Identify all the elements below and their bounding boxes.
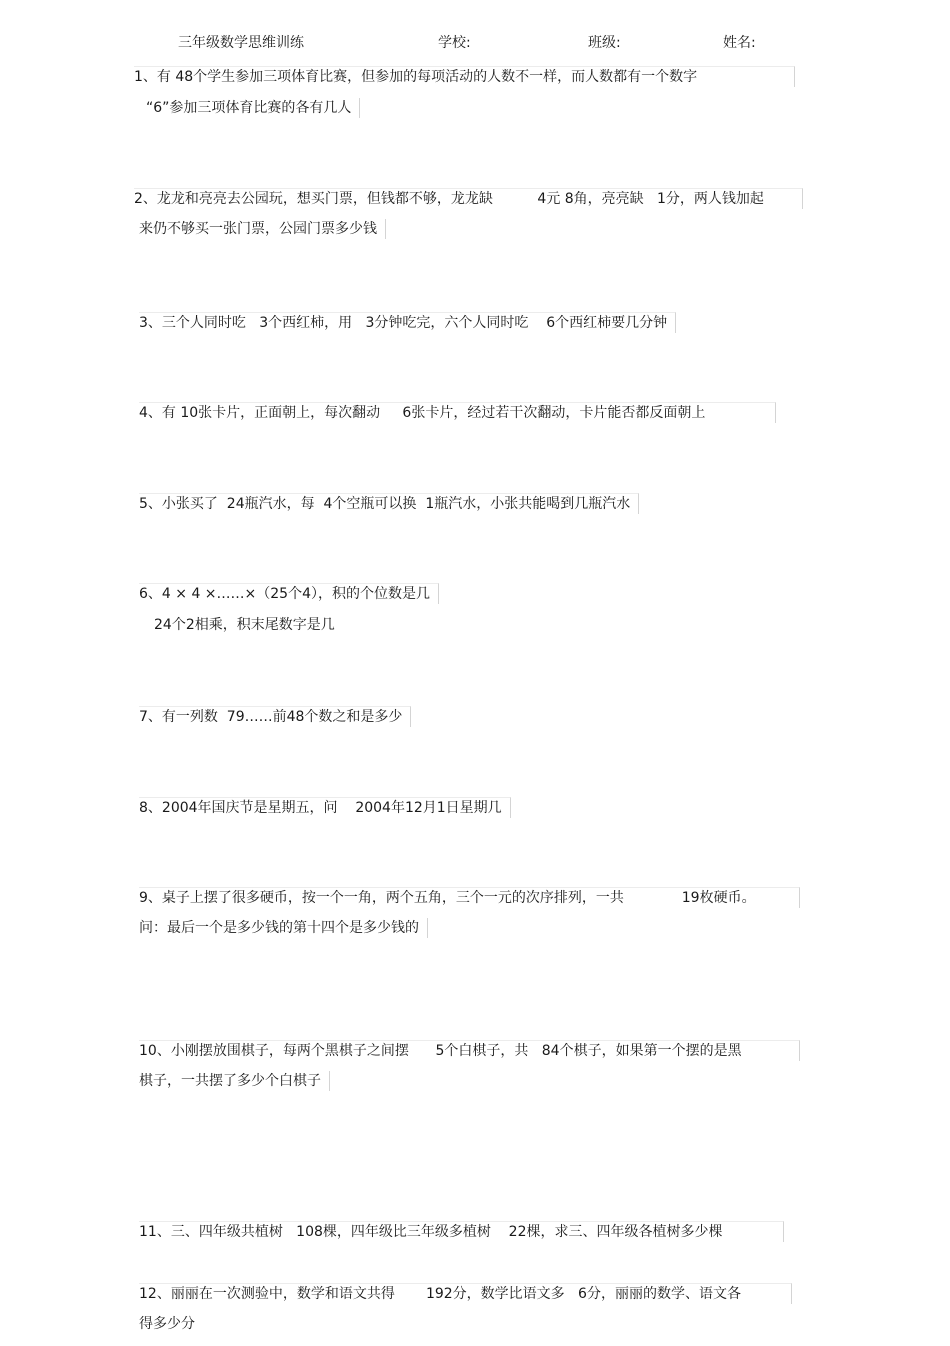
question-9-line-2: 问：最后一个是多少钱的第十四个是多少钱的 [139,918,428,938]
question-5-line-1: 5、小张买了 24瓶汽水，每 4个空瓶可以换 1瓶汽水，小张共能喝到几瓶汽水 [139,493,639,514]
question-12-line-1: 12、丽丽在一次测验中，数学和语文共得 192分，数学比语文多 6分，丽丽的数学、语文各 [139,1283,792,1304]
question-6-line-1: 6、4 × 4 ×……×（25个4），积的个位数是几 [139,583,439,604]
question-12-line-2: 得多少分 [139,1316,195,1332]
question-7-line-1: 7、有一列数 79……前48个数之和是多少 [139,706,411,727]
school-label: 学校: [438,35,471,51]
question-10-line-2: 棋子，一共摆了多少个白棋子 [139,1071,330,1091]
name-label: 姓名: [723,35,756,51]
question-10-line-1: 10、小刚摆放围棋子，每两个黑棋子之间摆 5个白棋子，共 84个棋子，如果第一个摆的是黑 [139,1040,800,1061]
question-4-line-1: 4、有 10张卡片，正面朝上，每次翻动 6张卡片，经过若干次翻动，卡片能否都反面朝上 [139,402,776,423]
worksheet-title: 三年级数学思维训练 [178,35,304,51]
question-2-line-1: 2、龙龙和亮亮去公园玩，想买门票，但钱都不够，龙龙缺 4元 8角，亮亮缺 1分，两人钱加起 [134,188,803,209]
question-6-line-2: 24个2相乘，积末尾数字是几 [154,617,335,633]
question-2-line-2: 来仍不够买一张门票，公园门票多少钱 [139,219,386,239]
question-1-line-1: 1、有 48个学生参加三项体育比赛，但参加的每项活动的人数不一样，而人数都有一个数字 [134,66,795,87]
question-1-line-2: “6”参加三项体育比赛的各有几人 [146,98,360,118]
question-8-line-1: 8、2004年国庆节是星期五，问 2004年12月1日星期几 [139,797,511,818]
question-3-line-1: 3、三个人同时吃 3个西红柿，用 3分钟吃完，六个人同时吃 6个西红柿要几分钟 [139,312,676,333]
class-label: 班级: [588,35,621,51]
question-11-line-1: 11、三、四年级共植树 108棵，四年级比三年级多植树 22棵，求三、四年级各植树多少棵 [139,1221,784,1242]
question-9-line-1: 9、桌子上摆了很多硬币，按一个一角，两个五角，三个一元的次序排列，一共 19枚硬币。 [139,887,800,908]
